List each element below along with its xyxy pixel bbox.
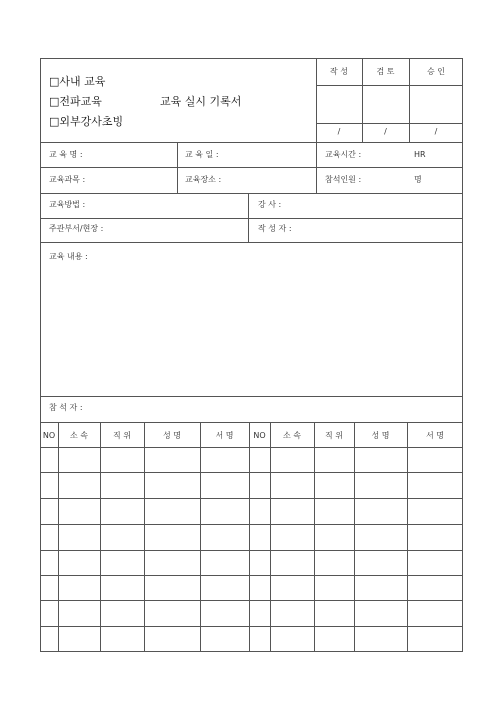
education-record-form <box>40 58 463 652</box>
attendance-col-line <box>270 422 271 651</box>
col-header-position: 직 위 <box>325 431 343 440</box>
page-title: 교육 실시 기록서 <box>160 95 242 108</box>
col-header-signature: 서 명 <box>426 431 444 440</box>
table-row-line <box>40 626 463 627</box>
approval-label-write: 작 성 <box>330 67 348 76</box>
attendance-col-line <box>58 422 59 651</box>
row-line-5 <box>40 242 463 243</box>
table-row-line <box>40 524 463 525</box>
table-row-line <box>40 575 463 576</box>
attendance-col-line <box>200 422 201 651</box>
row-line-2 <box>40 167 463 168</box>
row-line-3 <box>40 193 463 194</box>
info-divider-3 <box>248 193 249 242</box>
col-header-signature: 서 명 <box>215 431 234 440</box>
attendance-label: 참 석 자 : <box>49 403 83 412</box>
col-header-name: 성 명 <box>371 431 390 440</box>
form-border-left <box>40 58 41 652</box>
attendance-header-line <box>40 422 463 423</box>
approval-date-write: / <box>337 127 341 136</box>
form-border-right <box>462 58 463 652</box>
attendees-unit: 명 <box>414 175 422 184</box>
approval-date-approve: / <box>434 127 438 136</box>
row-line-4 <box>40 218 463 219</box>
attendance-col-line <box>144 422 145 651</box>
checkbox-propagation-education: □전파교육 <box>49 95 102 108</box>
table-row-line <box>40 550 463 551</box>
info-divider-2 <box>316 142 317 193</box>
author-label: 작 성 자 : <box>258 224 292 233</box>
instructor-label: 강 사 : <box>258 200 282 209</box>
method-label: 교육방법 : <box>49 200 86 209</box>
course-label: 교육과목 : <box>49 175 86 184</box>
content-label: 교육 내용 : <box>49 252 88 261</box>
education-date-label: 교 육 일 : <box>185 150 219 159</box>
approval-label-approve: 승 인 <box>427 67 445 76</box>
col-header-no: NO <box>42 431 56 440</box>
education-name-label: 교 육 명 : <box>49 150 83 159</box>
col-header-position: 직 위 <box>113 431 131 440</box>
table-row-line <box>40 498 463 499</box>
checkbox-internal-education: □사내 교육 <box>49 75 106 88</box>
approval-line-label <box>316 85 463 86</box>
attendance-col-line <box>100 422 101 651</box>
row-line-1 <box>40 142 463 143</box>
form-border-bottom <box>40 651 463 652</box>
form-border-top <box>40 58 463 59</box>
attendance-col-line <box>314 422 315 651</box>
col-header-affiliation: 소 속 <box>70 431 88 440</box>
department-label: 주관부서/현장 : <box>49 224 104 233</box>
attendance-col-line <box>249 422 250 651</box>
table-row-line <box>40 472 463 473</box>
info-divider-1 <box>177 142 178 193</box>
attendance-line-top <box>40 396 463 397</box>
table-row-line <box>40 600 463 601</box>
attendance-col-line <box>354 422 355 651</box>
col-header-name: 성 명 <box>163 431 181 440</box>
table-row-line <box>40 447 463 448</box>
col-header-no: NO <box>253 431 266 440</box>
attendance-col-line <box>407 422 408 651</box>
approval-line-date <box>316 123 463 124</box>
col-header-affiliation: 소 속 <box>283 431 301 440</box>
approval-date-review: / <box>384 127 387 136</box>
place-label: 교육장소 : <box>185 175 222 184</box>
education-time-label: 교육시간 : <box>325 150 362 159</box>
checkbox-external-instructor: □외부강사초빙 <box>49 115 124 128</box>
education-time-unit: HR <box>414 150 426 159</box>
approval-label-review: 검 토 <box>376 67 395 76</box>
attendees-label: 참석인원 : <box>325 175 362 184</box>
